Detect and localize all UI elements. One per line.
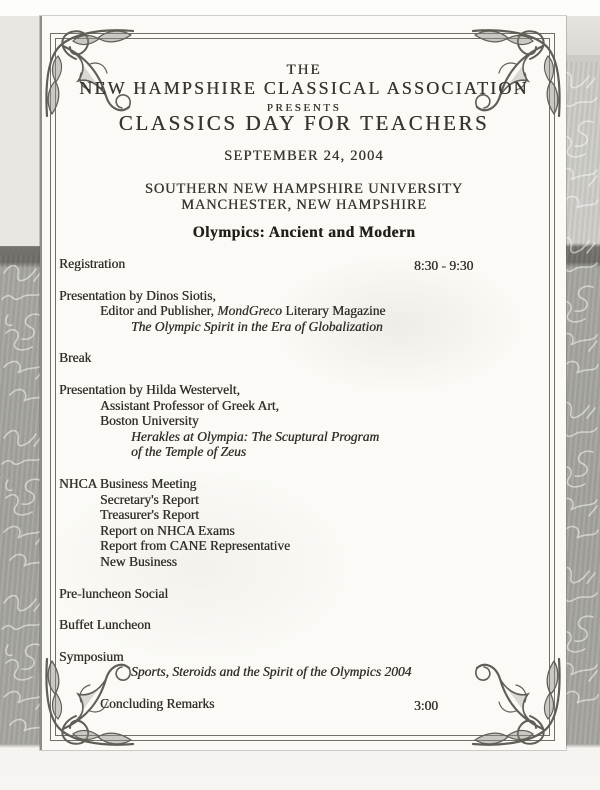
schedule-event	[59, 696, 551, 712]
schedule-text: Concluding Remarks	[100, 695, 215, 711]
schedule-text: Editor and Publisher,	[100, 303, 218, 319]
schedule-text: NHCA Business Meeting	[59, 475, 197, 491]
schedule-line	[100, 413, 551, 429]
header-venue-line2: MANCHESTER, NEW HAMPSHIRE	[181, 197, 427, 213]
header-event-title: CLASSICS DAY FOR TEACHERS	[118, 111, 490, 135]
schedule-line	[59, 288, 551, 304]
schedule-text: Symposium	[59, 648, 124, 664]
schedule	[59, 256, 551, 711]
header-the: THE	[286, 62, 322, 78]
event-time: 3:00	[414, 697, 439, 713]
schedule-line	[131, 319, 551, 335]
schedule-event	[59, 476, 551, 570]
schedule-text: The Olympic Spirit in the Era of Globalization	[131, 318, 383, 334]
schedule-text: Assistant Professor of Greek Art,	[100, 397, 279, 413]
schedule-line	[100, 696, 551, 712]
schedule-event	[59, 350, 551, 366]
schedule-text: Report from CANE Representative	[100, 538, 291, 554]
schedule-event	[59, 649, 551, 680]
schedule-line	[131, 664, 551, 680]
schedule-text: Pre-luncheon Social	[59, 585, 169, 601]
flyer-page	[40, 16, 566, 750]
schedule-event	[59, 256, 551, 272]
schedule-line	[59, 256, 551, 272]
schedule-text: Secretary's Report	[100, 491, 199, 507]
schedule-line	[131, 444, 551, 460]
header-venue-line1: SOUTHERN NEW HAMPSHIRE UNIVERSITY	[144, 181, 464, 197]
schedule-event	[59, 382, 551, 460]
schedule-line	[100, 523, 551, 539]
schedule-line	[59, 382, 551, 398]
schedule-text: MondGreco	[217, 303, 282, 319]
schedule-event	[59, 586, 551, 602]
schedule-line	[100, 554, 551, 570]
schedule-line	[131, 429, 551, 445]
schedule-line	[100, 398, 551, 414]
header-association: NEW HAMPSHIRE CLASSICAL ASSOCIATION	[79, 78, 529, 98]
schedule-line	[100, 538, 551, 554]
schedule-line	[59, 350, 551, 366]
schedule-text: Report on NHCA Exams	[100, 522, 235, 538]
schedule-text: Presentation by Dinos Siotis,	[59, 287, 216, 303]
schedule-text: New Business	[100, 553, 177, 569]
schedule-text: Sports, Steroids and the Spirit of the Olympics 2004	[131, 664, 412, 680]
event-time: 8:30 - 9:30	[414, 258, 474, 273]
schedule-text: Herakles at Olympia: The Scuptural Program	[131, 428, 380, 444]
schedule-line	[59, 617, 551, 633]
schedule-text: of the Temple of Zeus	[131, 444, 247, 460]
schedule-text: Presentation by Hilda Westervelt,	[59, 381, 240, 397]
schedule-line	[59, 476, 551, 492]
header-date: SEPTEMBER 24, 2004	[224, 148, 384, 164]
schedule-line	[100, 492, 551, 508]
schedule-event	[59, 617, 551, 633]
schedule-line	[100, 507, 551, 523]
schedule-text: Registration	[59, 256, 125, 271]
schedule-text: Treasurer's Report	[100, 507, 200, 523]
schedule-text: Break	[59, 350, 92, 366]
schedule-line	[100, 303, 551, 319]
header-theme: Olympics: Ancient and Modern	[192, 224, 416, 241]
schedule-line	[59, 586, 551, 602]
schedule-text: Boston University	[100, 413, 199, 429]
schedule-event	[59, 288, 551, 335]
schedule-line	[59, 649, 551, 665]
schedule-text: Literary Magazine	[281, 303, 386, 319]
schedule-text: Buffet Luncheon	[59, 617, 151, 633]
header-presents: PRESENTS	[266, 102, 342, 114]
